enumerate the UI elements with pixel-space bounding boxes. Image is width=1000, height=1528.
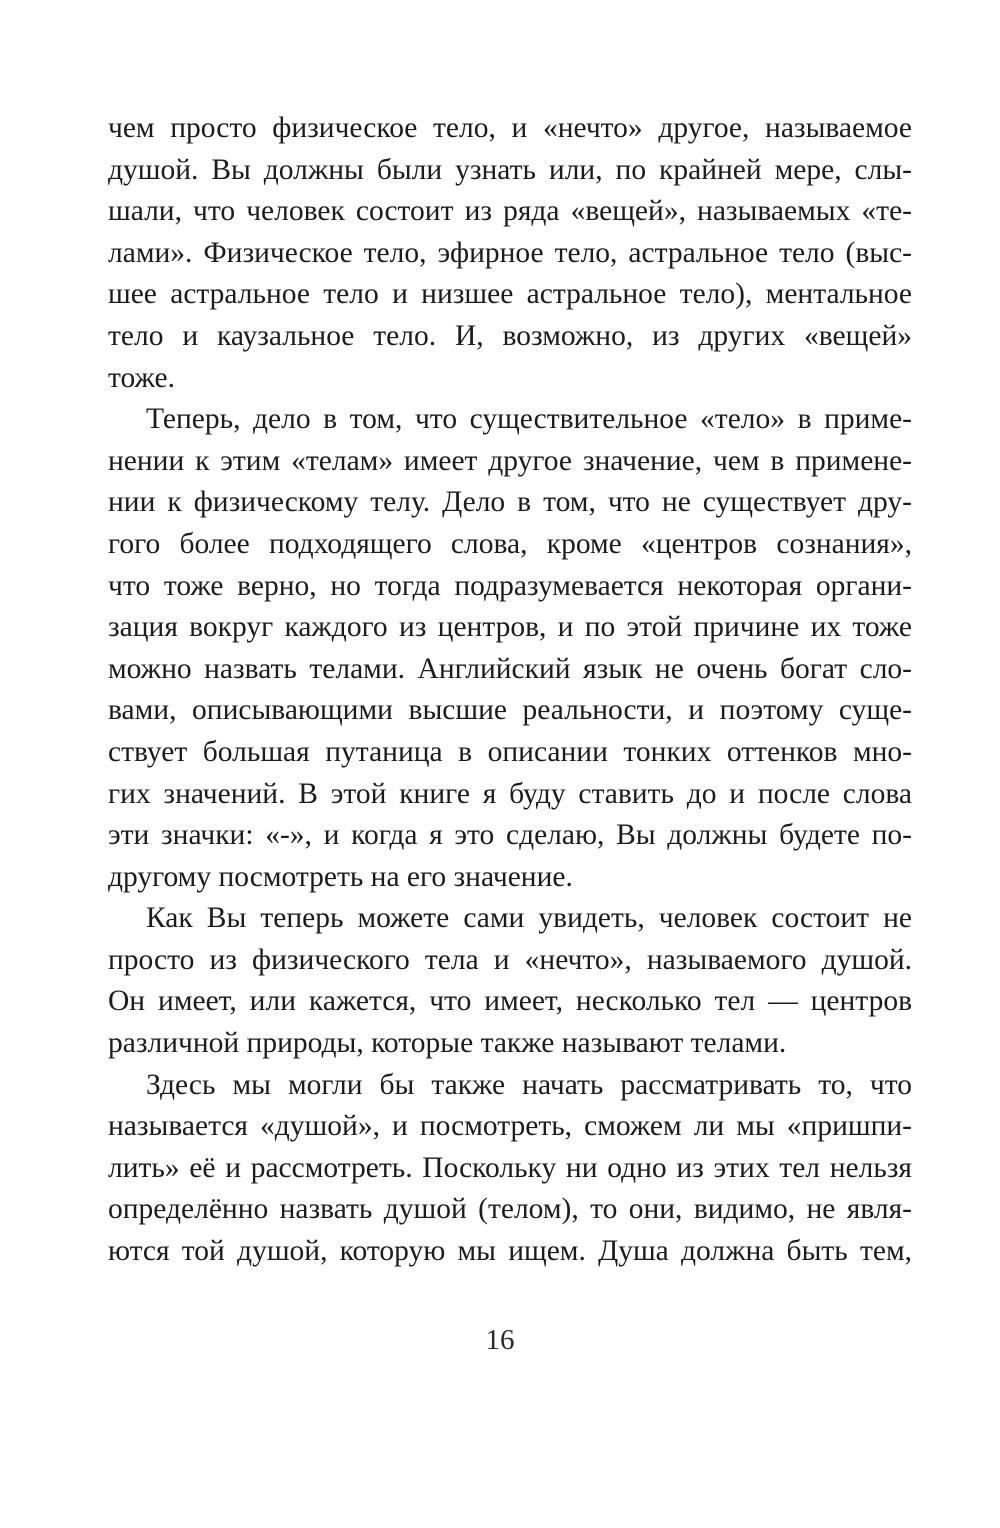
text-line: лить» её и рассмотреть. Поскольку ни одно из этих тел нельзя xyxy=(108,1151,912,1184)
text-line: Здесь мы могли бы также начать рассматривать то, что xyxy=(146,1068,912,1101)
text-line: просто из физического тела и «нечто», называемого душой. xyxy=(108,943,912,976)
text-line: гого более подходящего слова, кроме «центров сознания», xyxy=(108,527,912,560)
text-line: другому посмотреть на его значение. xyxy=(108,860,573,893)
text-line: зация вокруг каждого из центров, и по этой причине их тоже xyxy=(108,611,912,644)
text-line: ствует большая путаница в описании тонких оттенков мно- xyxy=(108,735,912,768)
text-line: душой. Вы должны были узнать или, по крайней мере, слы- xyxy=(108,153,912,186)
text-line: вами, описывающими высшие реальности, и поэтому суще- xyxy=(108,694,912,727)
text-line: тоже. xyxy=(108,361,175,394)
text-line: шее астральное тело и низшее астральное тело), ментальное xyxy=(108,278,912,311)
text-line: Как Вы теперь можете сами увидеть, человек состоит не xyxy=(146,902,912,935)
text-line: эти значки: «-», и когда я это сделаю, Вы должны будете по- xyxy=(108,819,912,852)
text-line: определённо назвать душой (телом), то они, видимо, не явля- xyxy=(108,1193,912,1226)
page-number: 16 xyxy=(485,1324,515,1356)
text-line: лами». Физическое тело, эфирное тело, астральное тело (выс- xyxy=(108,236,912,269)
text-line: различной природы, которые также называют телами. xyxy=(108,1027,787,1060)
text-line: Он имеет, или кажется, что имеет, несколько тел — центров xyxy=(108,985,912,1018)
text-line: что тоже верно, но тогда подразумевается некоторая органи- xyxy=(108,569,912,602)
text-line: гих значений. В этой книге я буду ставить до и после слова xyxy=(108,777,912,810)
text-line: чем просто физическое тело, и «нечто» другое, называемое xyxy=(108,112,912,144)
text-line: тело и каузальное тело. И, возможно, из других «вещей» xyxy=(108,319,912,352)
text-line: нении к этим «телам» имеет другое значение, чем в примене- xyxy=(108,444,912,477)
text-line: Теперь, дело в том, что существительное «тело» в приме- xyxy=(146,403,912,436)
body-text xyxy=(108,108,912,1273)
text-line: нии к физическому телу. Дело в том, что не существует дру- xyxy=(108,486,912,519)
text-line: шали, что человек состоит из ряда «вещей», называемых «те- xyxy=(108,195,912,228)
text-line: называется «душой», и посмотреть, сможем ли мы «пришпи- xyxy=(108,1110,912,1143)
text-line: можно назвать телами. Английский язык не очень богат сло- xyxy=(108,652,912,685)
text-line: ются той душой, которую мы ищем. Душа должна быть тем, xyxy=(108,1235,912,1268)
